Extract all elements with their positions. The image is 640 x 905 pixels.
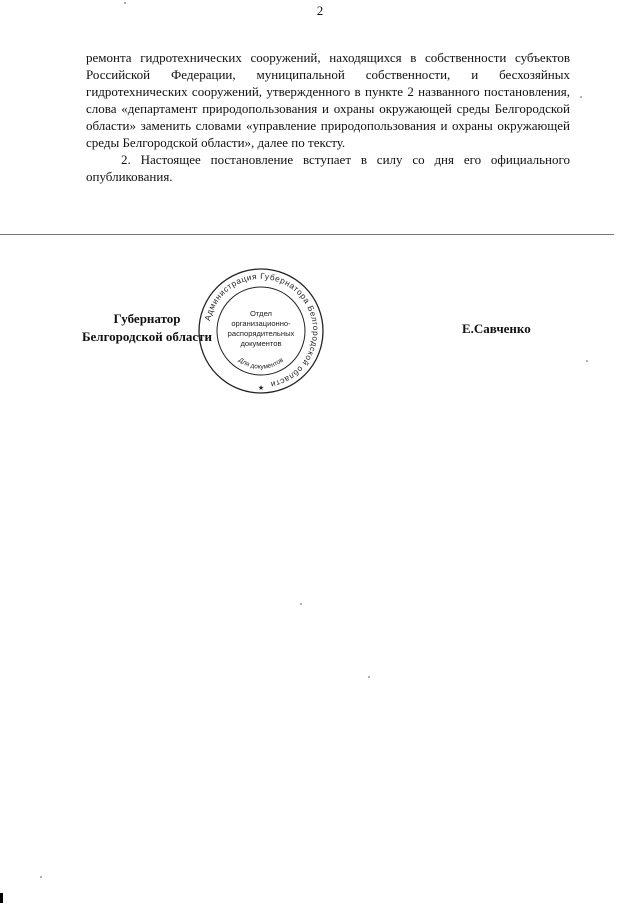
page-number: 2 — [316, 3, 324, 18]
stamp-bottom-text: Для документов — [237, 356, 285, 371]
scan-speck — [586, 360, 588, 362]
signer-name: Е.Савченко — [462, 321, 531, 336]
signer-region: Белгородской области — [81, 329, 213, 344]
stamp-line-1: Отдел — [250, 309, 272, 318]
scan-speck — [368, 676, 370, 678]
signer-position: Губернатор — [113, 311, 181, 326]
scan-speck — [40, 876, 42, 878]
document-body — [86, 49, 570, 185]
scan-edge-mark — [0, 893, 3, 903]
scan-speck — [300, 603, 302, 605]
official-seal-stamp — [196, 266, 326, 396]
svg-text:Для документов — [237, 356, 285, 370]
horizontal-rule — [0, 234, 614, 235]
scan-speck — [124, 2, 126, 4]
stamp-star-icon: ★ — [257, 384, 265, 392]
stamp-ring-text: Администрация Губернатора Белгородской области — [203, 271, 321, 390]
paragraph-continuation: ремонта гидротехнических сооружений, находящихся в собственности субъектов Российской Федерации, муниципальной собственности, и бесхозяйных гидротехнических сооружений, утвержденного в пункте 2 названного постановления, слова «департамент природопользования и охраны окружающей среды Белгородской области» заменить словами «управление природопользования и охраны окружающей среды Белгородской области», далее по тексту. — [86, 50, 570, 150]
stamp-line-2: организационно- — [231, 319, 291, 328]
paragraph-item-2: 2. Настоящее постановление вступает в силу со дня его официального опубликования. — [86, 152, 570, 184]
scan-speck — [580, 96, 582, 98]
stamp-line-3: распорядительных — [227, 329, 295, 338]
stamp-line-4: документов — [240, 339, 282, 348]
